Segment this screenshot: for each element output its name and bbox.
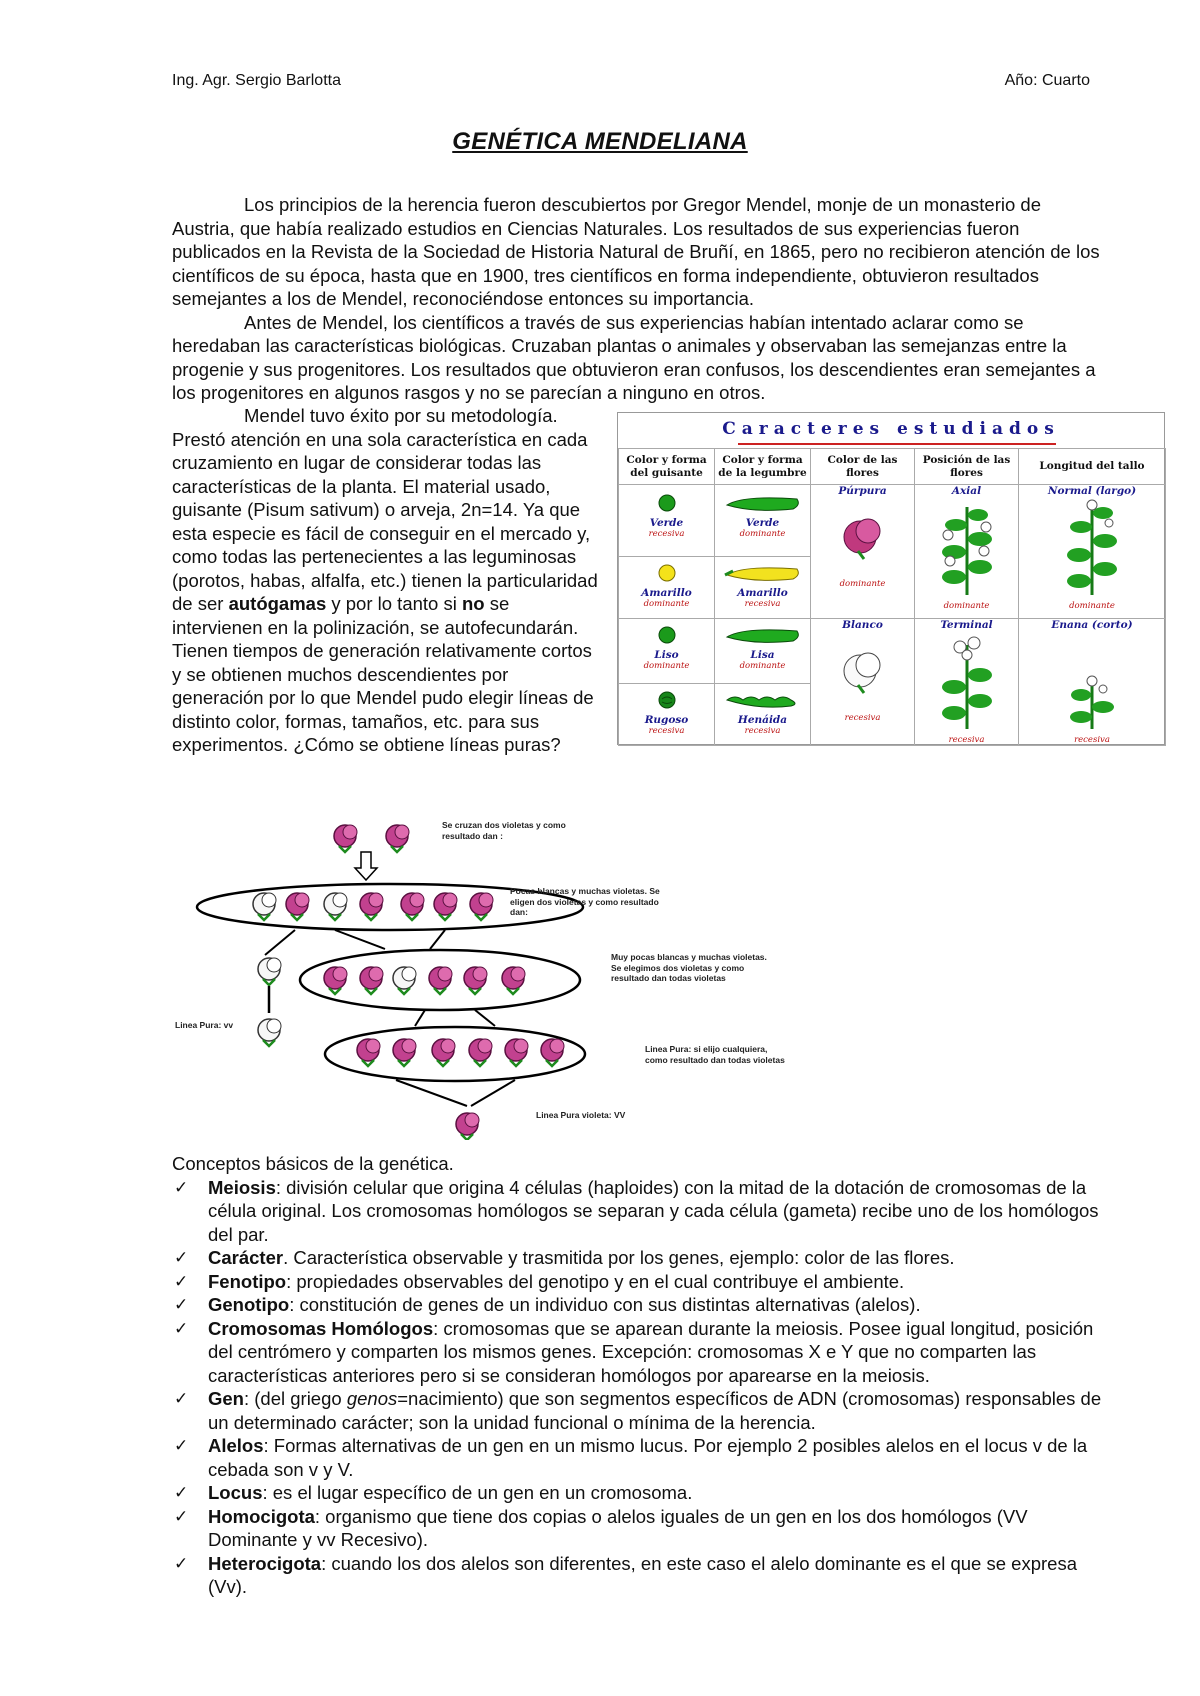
concept-definition: : división celular que origina 4 células (haploides) con la mitad de la dotación de cromosomas de la célula original. Los cromosomas homólogos se separan y cada célula (gameta) recibe uno de los homólogos del par.	[208, 1176, 1099, 1245]
smooth-pod-icon	[723, 625, 803, 645]
pod-constricted-trait: recesiva	[744, 725, 781, 736]
list-item	[172, 1293, 1112, 1317]
pod-green-label: Verde	[745, 517, 780, 529]
concept-italic-word: genos	[346, 1388, 398, 1409]
diagram-note-pure-white: Linea Pura: vv	[175, 1020, 234, 1030]
wrinkled-pea-icon	[657, 690, 677, 710]
diagram-note-1: Se cruzan dos violetas y como resultado dan :	[442, 820, 566, 841]
concept-term: Carácter	[208, 1247, 284, 1268]
flower-purple-trait: dominante	[839, 579, 886, 589]
green-pod-icon	[723, 493, 803, 513]
pod-constricted-cell	[715, 683, 811, 746]
flower-axial-trait: dominante	[943, 601, 990, 611]
characters-table	[618, 448, 1166, 746]
seed-wrinkled-label: Rugoso	[644, 713, 689, 726]
seed-smooth-trait: dominante	[643, 661, 690, 671]
axial-plant-icon	[932, 497, 1002, 597]
checkmark-icon: ✓	[174, 1483, 189, 1502]
concept-definition: =nacimiento) que son segmentos específicos de ADN (cromosomas) responsables de un determinado carácter; son la unidad funcional o mínima de la herencia.	[208, 1388, 1102, 1433]
method-text-b: y por lo tanto si	[326, 593, 462, 614]
method-bold-no: no	[461, 593, 485, 614]
header-flower-position: Posición de las flores	[915, 449, 1019, 485]
seed-green-cell	[619, 485, 715, 557]
pod-smooth-label: Lisa	[750, 649, 775, 661]
checkmark-icon: ✓	[174, 1553, 189, 1573]
course-year: Año: Cuarto	[1004, 72, 1090, 89]
methodology-paragraph	[172, 404, 602, 757]
concept-term: Gen	[208, 1388, 244, 1409]
concepts-section	[172, 1152, 1112, 1599]
flower-white-cell	[811, 619, 915, 746]
parent-violet-flower	[386, 825, 409, 852]
concept-term: Locus	[208, 1482, 263, 1503]
concept-term: Homocigota	[208, 1505, 315, 1527]
concept-term: Cromosomas Homólogos	[208, 1317, 434, 1339]
flower-terminal-cell	[915, 619, 1019, 746]
flower-white-label: Blanco	[842, 619, 883, 631]
diagram-note-3: Muy pocas blancas y muchas violetas. Se elegimos dos violetas y como resultado dan todas violetas	[611, 952, 767, 983]
flower-terminal-trait: recesiva	[948, 735, 985, 745]
smooth-pea-icon	[657, 625, 677, 645]
concept-definition: : constitución de genes de un individuo con sus distintas alternativas (alelos).	[289, 1294, 921, 1315]
intro-paragraph-1	[172, 193, 1102, 311]
flower-purple-cell	[811, 485, 915, 619]
list-item	[172, 1505, 1112, 1552]
method-bold-autogamas: autógamas	[228, 593, 327, 614]
stem-short-label: Enana (corto)	[1051, 619, 1133, 631]
concept-term: Meiosis	[208, 1176, 276, 1198]
white-flower-icon	[838, 645, 888, 695]
pod-yellow-trait: recesiva	[744, 599, 781, 609]
terminal-plant-icon	[932, 631, 1002, 731]
list-item	[172, 1270, 1112, 1294]
constricted-pod-icon	[723, 690, 803, 710]
concepts-heading: Conceptos básicos de la genética.	[172, 1153, 454, 1174]
concept-term: Heterocigota	[208, 1552, 322, 1574]
method-text-a: Mendel tuvo éxito por su metodología. Prestó atención en una sola característica en cada cruzamiento en lugar de considerar todas las características de la planta. El material usado, guisante (Pisum sativum) o arveja, 2n=14. Ya que esta especie es fácil de conseguir en el mercado y, como todas las pertenecientes a las leguminosas (porotos, habas, alfalfa, etc.) tienen la particularidad de ser	[172, 405, 598, 614]
document-title: GENÉTICA MENDELIANA	[452, 128, 748, 155]
intro-section	[172, 193, 1102, 405]
list-item	[172, 1176, 1112, 1247]
flower-axial-label: Axial	[951, 485, 982, 497]
seed-yellow-cell	[619, 557, 715, 619]
checkmark-icon: ✓	[174, 1436, 189, 1455]
header-seed: Color y forma del guisante	[619, 449, 715, 485]
concept-definition: : organismo que tiene dos copias o alelos iguales de un gen en los dos homólogos (VV Dominante y vv Recesivo).	[208, 1505, 1028, 1550]
author-name: Ing. Agr. Sergio Barlotta	[172, 72, 341, 89]
stem-tall-label: Normal (largo)	[1047, 485, 1137, 497]
checkmark-icon: ✓	[174, 1295, 189, 1314]
concept-definition: : propiedades observables del genotipo y en el cual contribuye el ambiente.	[286, 1270, 905, 1292]
header-stem-length: Longitud del tallo	[1019, 449, 1166, 485]
concept-definition: : es el lugar específico de un gen en un cromosoma.	[262, 1482, 693, 1503]
checkmark-icon: ✓	[174, 1318, 189, 1338]
concept-term: Alelos	[208, 1435, 264, 1456]
flower-purple-label: Púrpura	[838, 485, 887, 497]
stem-short-trait: recesiva	[1074, 735, 1110, 745]
header-pod: Color y forma de la legumbre	[715, 449, 811, 485]
checkmark-icon: ✓	[174, 1177, 189, 1197]
pod-yellow-label: Amarillo	[737, 587, 788, 599]
seed-smooth-cell	[619, 619, 715, 684]
checkmark-icon: ✓	[174, 1271, 189, 1291]
stem-tall-cell	[1019, 485, 1166, 619]
stem-tall-trait: dominante	[1069, 601, 1115, 611]
title-underline	[738, 443, 1056, 445]
parent-violet-flower	[334, 825, 357, 852]
flower-white-trait: recesiva	[844, 713, 881, 723]
checkmark-icon: ✓	[174, 1389, 189, 1408]
diagram-note-4: Linea Pura: si elijo cualquiera, como resultado dan todas violetas	[645, 1044, 785, 1065]
purple-flower-icon	[838, 511, 888, 561]
characters-title: Caracteres estudiados	[722, 419, 1060, 439]
seed-yellow-label: Amarillo	[641, 587, 692, 599]
list-item	[172, 1246, 1112, 1270]
seed-wrinkled-cell	[619, 683, 715, 746]
flower-axial-cell	[915, 485, 1019, 619]
short-plant-icon	[1057, 631, 1127, 731]
list-item	[172, 1317, 1112, 1388]
characters-figure	[617, 412, 1165, 745]
list-item	[172, 1434, 1112, 1481]
seed-green-label: Verde	[649, 517, 684, 529]
concept-definition-pre: : (del griego	[243, 1388, 347, 1409]
green-pea-icon	[657, 493, 677, 513]
seed-wrinkled-trait: recesiva	[648, 725, 685, 736]
seed-green-trait: recesiva	[648, 529, 685, 539]
yellow-pea-icon	[657, 563, 677, 583]
seed-smooth-label: Liso	[654, 649, 679, 661]
pure-line-diagram	[175, 818, 795, 1140]
concept-definition: : cromosomas que se aparean durante la meiosis. Posee igual longitud, posición del centrómero y comparten los mismos genes. Excepción: cromosomas X e Y que no comparten las características anteriores pero si se consideran homólogos por aparearse en la meiosis.	[208, 1317, 1094, 1386]
flower-terminal-label: Terminal	[940, 619, 993, 631]
stem-short-cell	[1019, 619, 1166, 746]
pod-smooth-cell	[715, 619, 811, 684]
list-item	[172, 1387, 1112, 1434]
method-text-c: se intervienen en la polinización, se autofecundarán. Tienen tiempos de generación relativamente cortos y se obtienen muchos descendientes por generación por lo que Mendel pudo elegir líneas de distinto color, formas, tamaños, etc. para sus experimentos. ¿Cómo se obtiene líneas puras?	[172, 593, 594, 755]
header-flower-color: Color de las flores	[811, 449, 915, 485]
list-item	[172, 1481, 1112, 1505]
list-item	[172, 1552, 1112, 1599]
pod-yellow-cell	[715, 557, 811, 619]
tall-plant-icon	[1057, 497, 1127, 597]
pod-smooth-trait: dominante	[739, 661, 786, 671]
concept-term: Fenotipo	[208, 1270, 287, 1292]
seed-yellow-trait: dominante	[643, 599, 690, 609]
pod-green-cell	[715, 485, 811, 557]
concept-term: Genotipo	[208, 1294, 290, 1315]
concepts-list	[172, 1176, 1112, 1599]
checkmark-icon: ✓	[174, 1506, 189, 1526]
intro-paragraph-2	[172, 311, 1102, 405]
intro-p1-text: Los principios de la herencia fueron descubiertos por Gregor Mendel, monje de un monasterio de Austria, que había realizado estudios en Ciencias Naturales. Los resultados de sus experiencias fueron publicados en la Revista de la Sociedad de Historia Natural de Bruñí, en 1865, pero no recibieron atención de los científicos de su época, hasta que en 1900, tres científicos en forma independiente, obtuvieron resultados semejantes a los de Mendel, reconociéndose entonces su importancia.	[172, 194, 1100, 309]
concept-definition: . Característica observable y trasmitida por los genes, ejemplo: color de las flores.	[283, 1247, 955, 1268]
pod-green-trait: dominante	[739, 529, 786, 539]
yellow-pod-icon	[723, 563, 803, 583]
concept-definition: : cuando los dos alelos son diferentes, en este caso el alelo dominante es el que se expresa (Vv).	[208, 1552, 1077, 1597]
concept-definition: : Formas alternativas de un gen en un mismo lucus. Por ejemplo 2 posibles alelos en el locus v de la cebada son v y V.	[208, 1435, 1088, 1480]
diagram-note-5: Linea Pura violeta: VV	[536, 1110, 626, 1120]
pure-line-violet-flower	[456, 1113, 479, 1140]
checkmark-icon: ✓	[174, 1248, 189, 1267]
diagram-note-2: Pocas blancas y muchas violetas. Se eligen dos violetas y como resultado dan:	[510, 886, 660, 917]
intro-p2-text: Antes de Mendel, los científicos a través de sus experiencias habían intentado aclarar como se heredaban las características biológicas. Cruzaban plantas o animales y observaban las semejanzas entre la progenie y sus progenitores. Los resultados que obtuvieron eran confusos, los descendientes eran semejantes a los progenitores en algunos rasgos y no se parecían a ninguno en otros.	[172, 311, 1096, 403]
pod-constricted-label: Henáida	[737, 713, 788, 726]
